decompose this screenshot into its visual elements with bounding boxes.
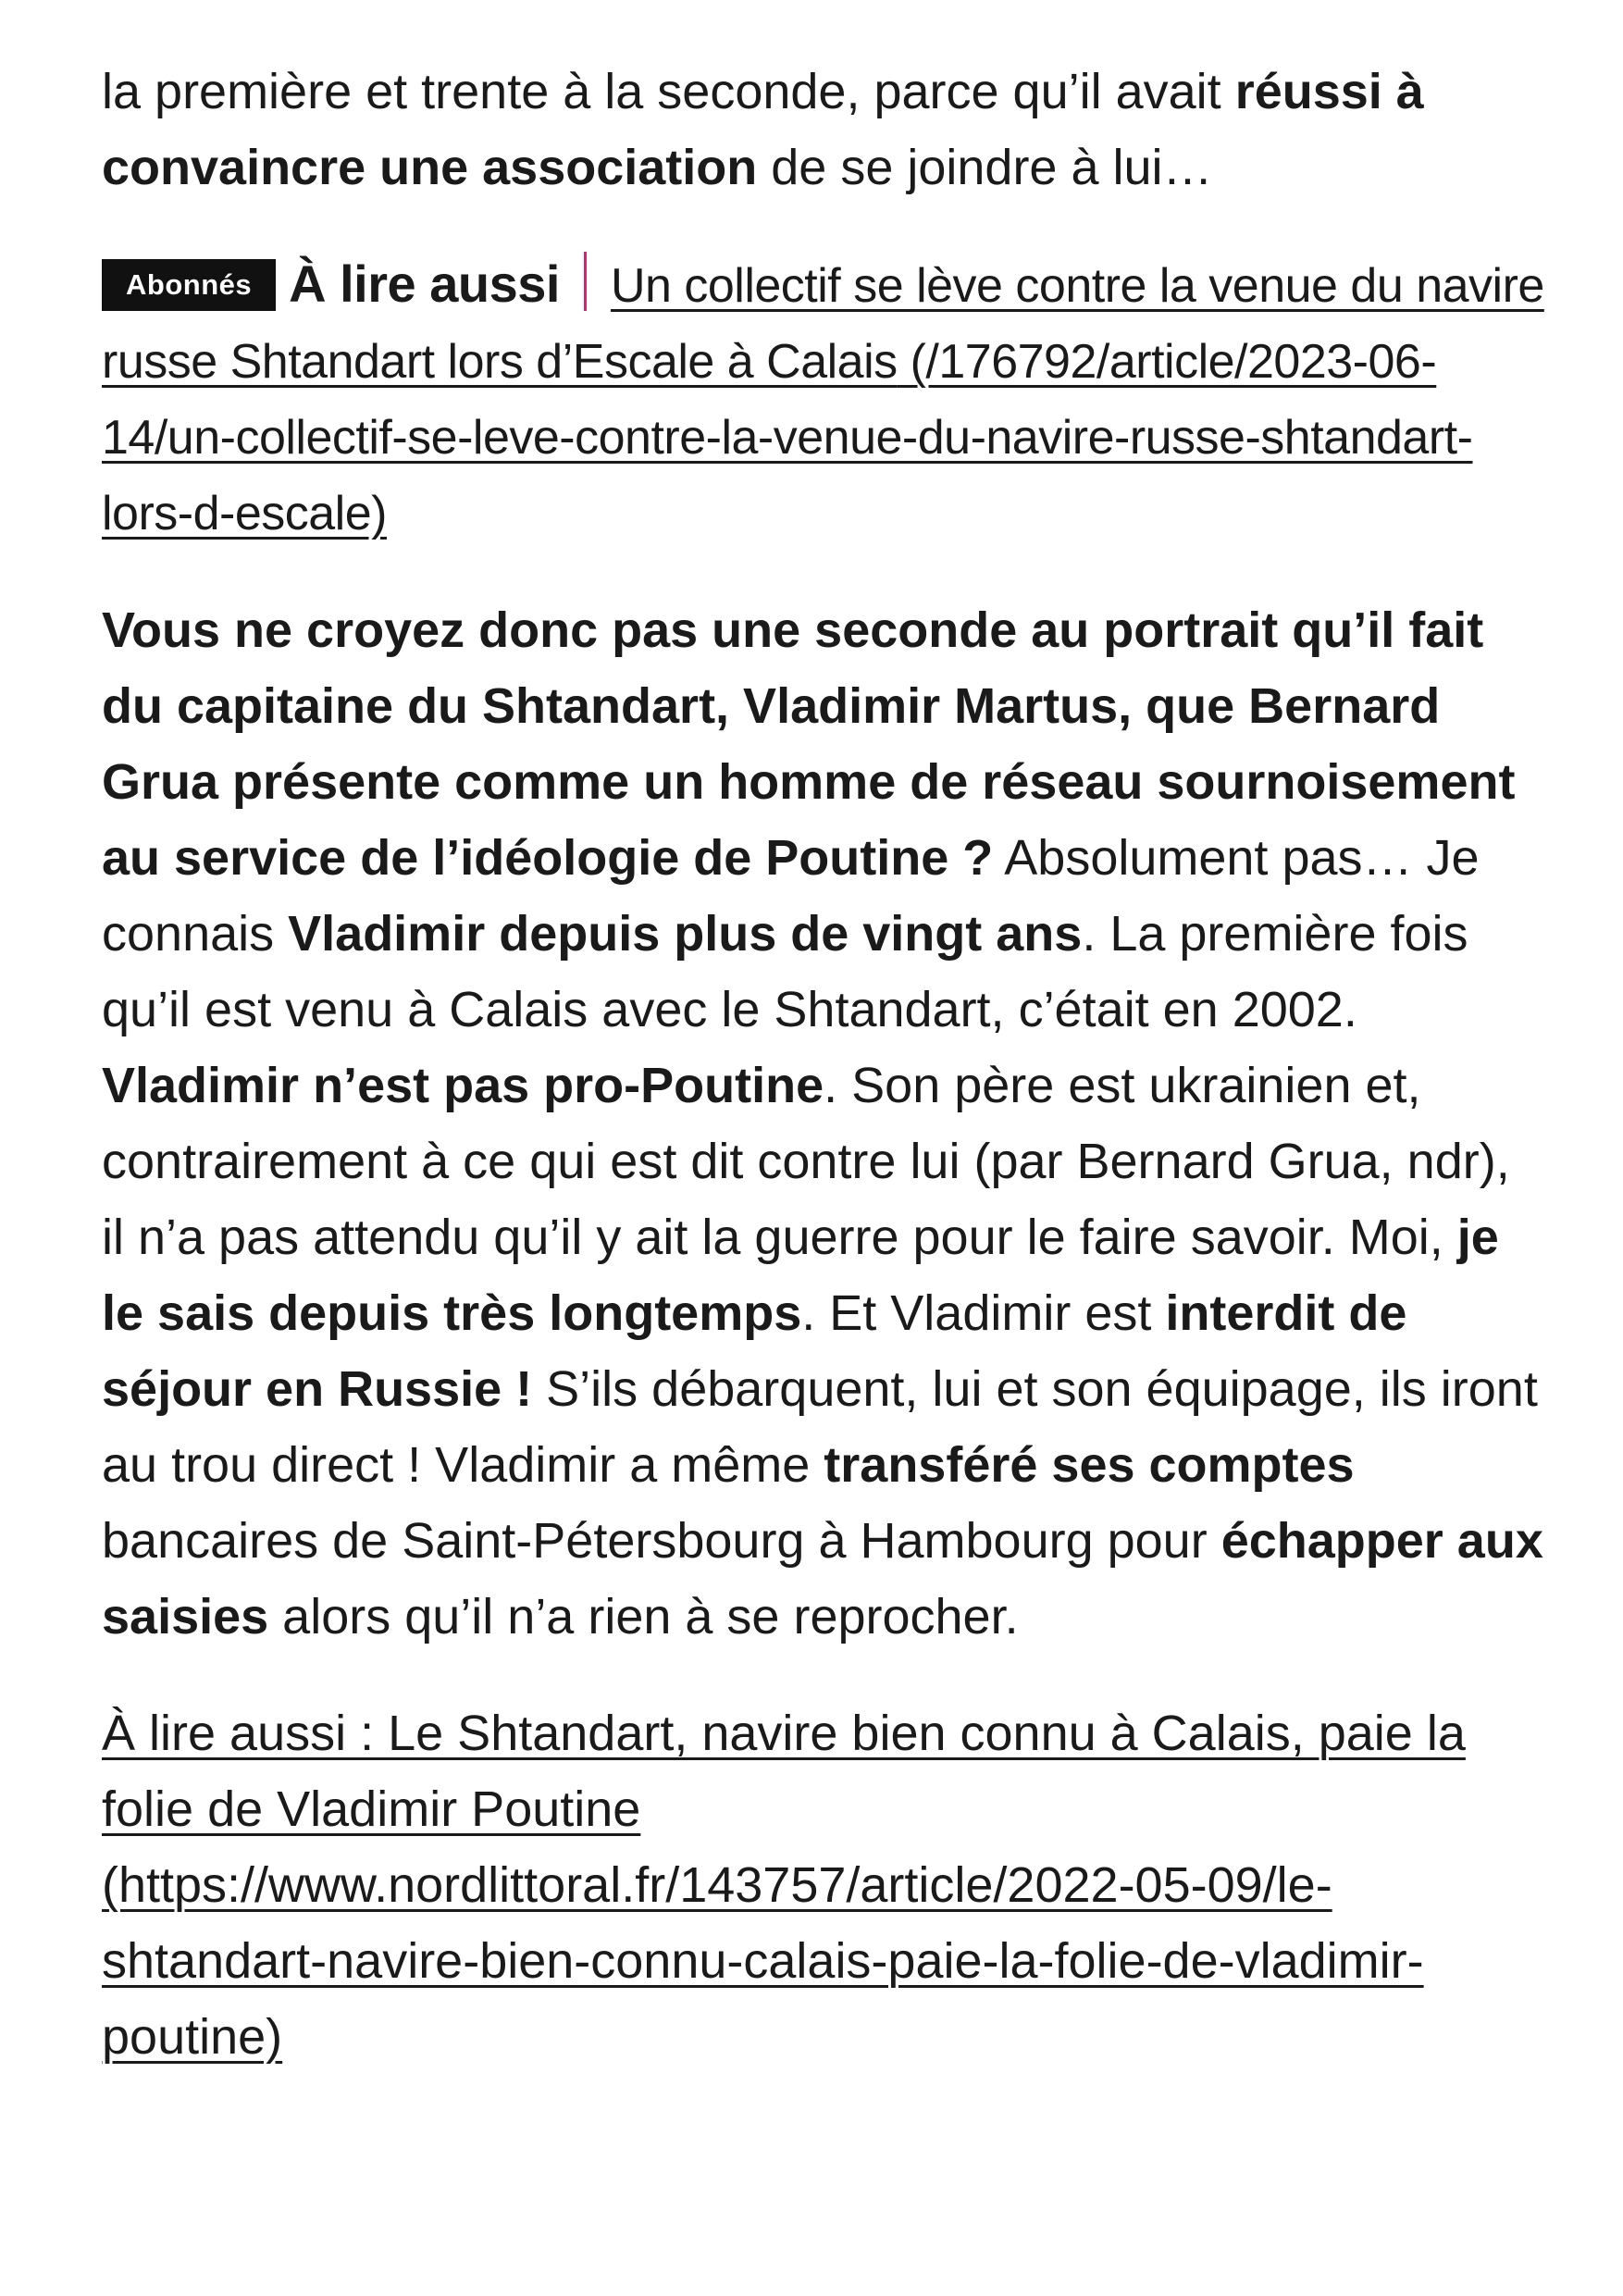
read-also-url: (/176792/article/2023-06-14/un-collectif-se-leve-contre-la-venue-du-navire-russe-shtandart-lors-d-escale): [102, 335, 1473, 540]
read-also-label: À lire aussi: [289, 254, 560, 313]
article-body: [102, 54, 1545, 2075]
intro-bold-1: réussi à convaincre une association: [102, 64, 1424, 195]
answer-text-1: Absolument pas… Je connais: [102, 830, 1480, 962]
answer-bold-1: Vladimir depuis plus de vingt ans: [288, 906, 1083, 962]
interview-paragraph: [102, 592, 1545, 1655]
answer-text-7: alors qu’il n’a rien à se reprocher.: [268, 1589, 1019, 1644]
answer-text-4: . Et Vladimir est: [801, 1285, 1166, 1341]
answer-bold-3: je le sais depuis très longtemps: [102, 1210, 1499, 1341]
read-also-2-url: (https://www.nordlittoral.fr/143757/article/2022-05-09/le-shtandart-navire-bien-connu-calais-paie-la-folie-de-vladimir-poutine): [102, 1857, 1424, 2065]
answer-bold-6: échapper aux saisies: [102, 1513, 1543, 1644]
answer-text-3: . Son père est ukrainien et, contrairement à ce qui est dit contre lui (par Bernard Grua, ndr), il n’a pas attendu qu’il y ait la guerre pour le faire savoir. Moi,: [102, 1058, 1510, 1265]
answer-text-6: bancaires de Saint-Pétersbourg à Hambourg pour: [102, 1513, 1221, 1569]
interview-question: Vous ne croyez donc pas une seconde au portrait qu’il fait du capitaine du Shtandart, Vladimir Martus, que Bernard Grua présente comme un homme de réseau sournoisement au service de l’idéologie de Poutine ?: [102, 602, 1516, 886]
intro-paragraph: [102, 54, 1545, 205]
answer-bold-5: transféré ses comptes: [824, 1437, 1355, 1493]
read-also-2-text: À lire aussi : Le Shtandart, navire bien connu à Calais, paie la folie de Vladimir Poutine: [102, 1706, 1466, 1837]
answer-bold-2: Vladimir n’est pas pro-Poutine: [102, 1058, 824, 1113]
read-also-2-link[interactable]: [102, 1706, 1466, 2065]
read-also-title: Un collectif se lève contre la venue du navire russe Shtandart lors d’Escale à Calais: [102, 259, 1544, 389]
read-also-2-paragraph: [102, 1695, 1545, 2075]
answer-text-2: . La première fois qu’il est venu à Calais avec le Shtandart, c’était en 2002.: [102, 906, 1468, 1037]
intro-text-1: la première et trente à la seconde, parce qu’il avait: [102, 64, 1235, 119]
intro-text-2: de se joindre à lui…: [757, 140, 1213, 195]
answer-text-5: S’ils débarquent, lui et son équipage, ils iront au trou direct ! Vladimir a même: [102, 1361, 1538, 1493]
subscribers-badge: Abonnés: [102, 259, 276, 311]
read-also-block: [102, 246, 1545, 552]
answer-bold-4: interdit de séjour en Russie !: [102, 1285, 1407, 1417]
read-also-separator: [584, 252, 587, 311]
